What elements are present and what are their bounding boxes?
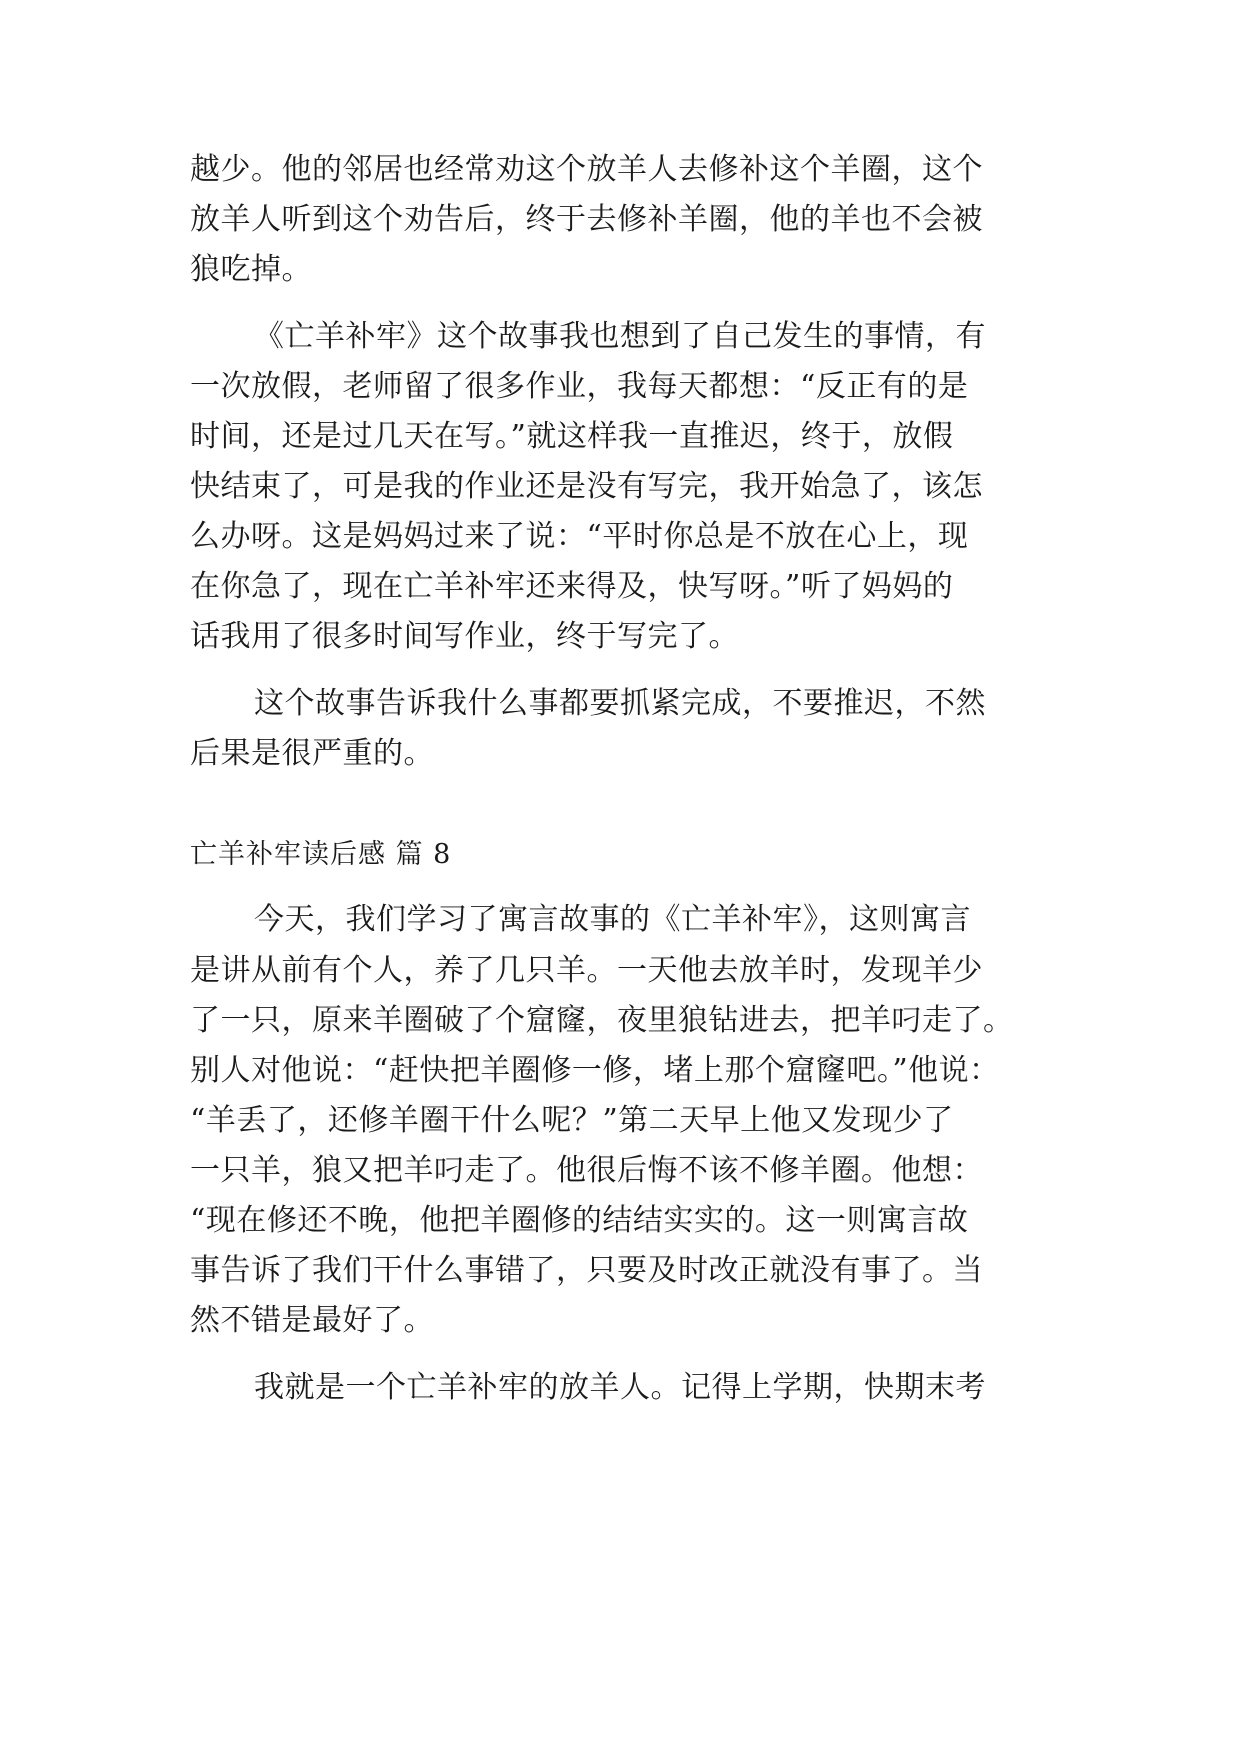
text-line: 在你急了，现在亡羊补牢还来得及，快写呀。”听了妈妈的 (190, 569, 954, 604)
text-line: 后果是很严重的。 (190, 736, 434, 771)
section-heading: 亡羊补牢读后感 篇 8 (190, 839, 452, 870)
text-line: 时间，还是过几天在写。”就这样我一直推迟，终于，放假 (190, 419, 954, 454)
text-line: 放羊人听到这个劝告后，终于去修补羊圈，他的羊也不会被 (190, 202, 983, 237)
text-line: “现在修还不晚，他把羊圈修的结结实实的。这一则寓言故 (190, 1203, 969, 1238)
text-line: 是讲从前有个人，养了几只羊。一天他去放羊时，发现羊少 (190, 953, 983, 988)
paragraph-first-line: 我就是一个亡羊补牢的放羊人。记得上学期，快期末考 (254, 1370, 986, 1405)
text-line: “羊丢了，还修羊圈干什么呢？”第二天早上他又发现少了 (190, 1103, 954, 1138)
text-line: 狼吃掉。 (190, 252, 312, 287)
text-line: 越少。他的邻居也经常劝这个放羊人去修补这个羊圈，这个 (190, 152, 983, 187)
text-line: 了一只，原来羊圈破了个窟窿，夜里狼钻进去，把羊叼走了。 (190, 1003, 1014, 1038)
text-line: 快结束了，可是我的作业还是没有写完，我开始急了，该怎 (190, 469, 983, 504)
text-line: 一次放假，老师留了很多作业，我每天都想：“反正有的是 (190, 369, 969, 404)
paragraph-first-line: 今天，我们学习了寓言故事的《亡羊补牢》，这则寓言 (254, 902, 971, 937)
paragraph-first-line: 这个故事告诉我什么事都要抓紧完成，不要推迟，不然 (254, 686, 986, 721)
paragraph-first-line: 《亡羊补牢》这个故事我也想到了自己发生的事情，有 (254, 319, 986, 354)
text-line: 事告诉了我们干什么事错了，只要及时改正就没有事了。当 (190, 1253, 983, 1288)
text-line: 一只羊，狼又把羊叼走了。他很后悔不该不修羊圈。他想： (190, 1153, 983, 1188)
text-line: 然不错是最好了。 (190, 1303, 434, 1338)
text-line: 话我用了很多时间写作业，终于写完了。 (190, 619, 739, 654)
text-line: 别人对他说：“赶快把羊圈修一修，堵上那个窟窿吧。”他说： (190, 1053, 1000, 1088)
text-line: 么办呀。这是妈妈过来了说：“平时你总是不放在心上，现 (190, 519, 969, 554)
